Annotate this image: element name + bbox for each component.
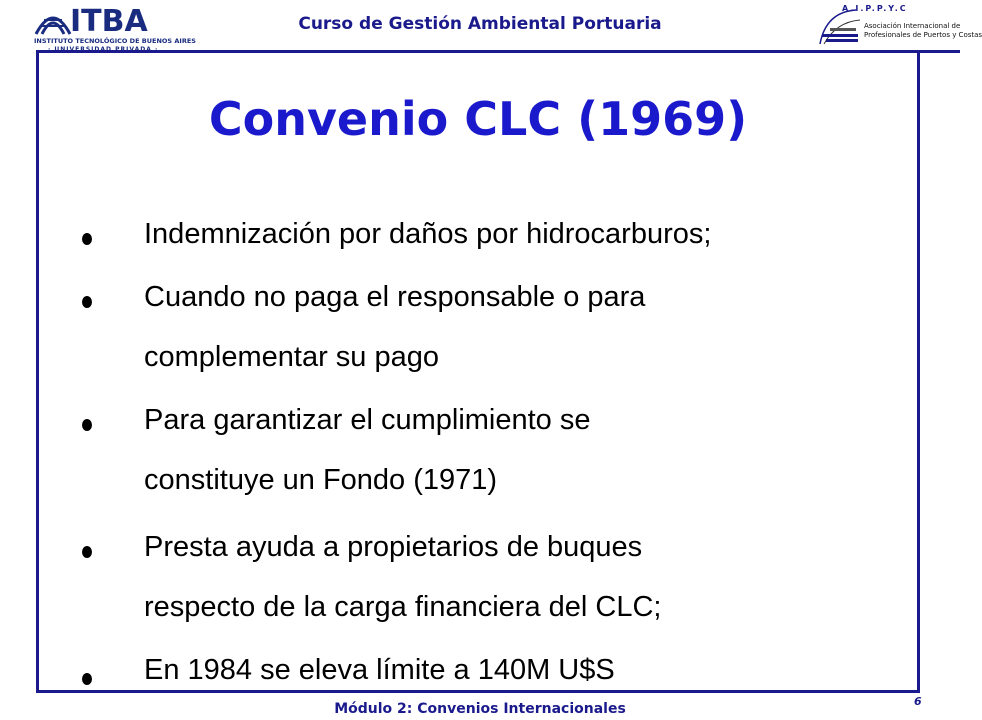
bullet-dot-icon — [82, 546, 92, 558]
bullet-item — [144, 267, 904, 387]
bullet-line: Para garantizar el cumplimiento se — [144, 404, 591, 436]
bullet-line: Indemnización por daños por hidrocarburos; — [144, 218, 712, 250]
course-title: Curso de Gestión Ambiental Portuaria — [298, 14, 662, 34]
aippyc-line1: Asociación Internacional de — [864, 22, 961, 30]
bullet-item — [144, 517, 904, 637]
bullet-item — [144, 204, 904, 264]
bullet-line: Presta ayuda a propietarios de buques — [144, 531, 643, 563]
bullet-item — [144, 390, 904, 510]
itba-subtitle: INSTITUTO TECNOLÓGICO DE BUENOS AIRES — [34, 37, 196, 45]
bullet-dot-icon — [82, 233, 92, 245]
bullet-line: En 1984 se eleva límite a 140M U$S — [144, 654, 615, 686]
aippyc-letters: A.I.P.P.Y.C — [842, 4, 908, 13]
slide-title: Convenio CLC (1969) — [208, 92, 748, 146]
page-number: 6 — [914, 695, 922, 708]
bullet-line: Cuando no paga el responsable o para — [144, 281, 646, 313]
bullet-dot-icon — [82, 673, 92, 685]
itba-wordmark: ITBA — [70, 4, 148, 39]
aippyc-line2: Profesionales de Puertos y Costas — [864, 31, 982, 39]
bullet-line: constituye un Fondo (1971) — [144, 464, 498, 496]
itba-tagline: · UNIVERSIDAD PRIVADA · — [48, 46, 159, 53]
bullet-dot-icon — [82, 419, 92, 431]
bullet-dot-icon — [82, 296, 92, 308]
bullet-line: complementar su pago — [144, 341, 439, 373]
bullet-item — [144, 640, 904, 700]
module-footer: Módulo 2: Convenios Internacionales — [334, 701, 626, 717]
bullet-line: respecto de la carga financiera del CLC; — [144, 591, 662, 623]
